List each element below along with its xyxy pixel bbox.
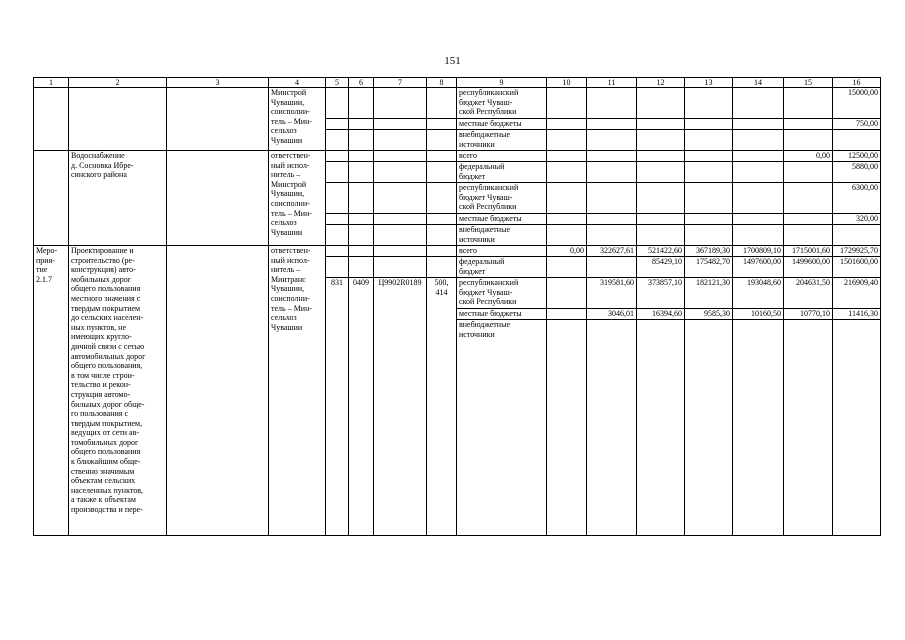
value-cell-c16: 15000,00: [833, 88, 881, 119]
value-cell-c13: [685, 162, 733, 183]
column-number: 11: [587, 78, 637, 88]
text-line: ный испол-: [271, 160, 310, 170]
value-cell-c16: 11416,30: [833, 309, 881, 320]
text-line: источники: [459, 329, 495, 339]
value-cell-c15: [784, 119, 833, 130]
text-line: Меро-: [36, 246, 58, 255]
code-cell-c8: [427, 183, 457, 214]
text-line: Проектирование и: [71, 246, 134, 255]
code-cell-c7: Ц9902R0189: [374, 278, 427, 536]
column-number: 7: [374, 78, 427, 88]
source-cell: [457, 309, 547, 320]
value-cell-c11: [587, 130, 637, 151]
source-cell: [457, 151, 547, 162]
value-cell-c13: [685, 183, 733, 214]
text-line: бюджет Чуваш-: [459, 192, 513, 202]
value-cell-c12: [637, 225, 685, 246]
header-row: [34, 78, 881, 88]
responsible-cell: [269, 246, 326, 536]
column-number: 4: [269, 78, 326, 88]
name-cell: [69, 88, 167, 151]
value-cell-c14: [733, 225, 784, 246]
text-line: внебюджетные: [459, 130, 510, 139]
source-cell: [457, 225, 547, 246]
code-cell-c6: [349, 162, 374, 183]
value-cell-c12: 521422,60: [637, 246, 685, 257]
value-cell-c15: [784, 183, 833, 214]
value-cell-c11: [587, 162, 637, 183]
text-line: республиканский: [459, 278, 519, 287]
code-cell-c7: [374, 151, 427, 162]
value-cell-c12: [637, 320, 685, 536]
value-cell-c12: [637, 119, 685, 130]
source-cell: [457, 119, 547, 130]
text-line: ской Республики: [459, 297, 517, 307]
text-line: твердым покрытием: [71, 303, 141, 313]
name-cell: [69, 246, 167, 536]
text-line: соисполни-: [271, 198, 310, 208]
text-line: ный испол-: [271, 255, 310, 265]
table-row: [34, 246, 881, 257]
value-cell-c11: [587, 151, 637, 162]
code-cell-c5: [326, 257, 349, 278]
text-line: источники: [459, 139, 495, 149]
text-line: тельство и рекон-: [71, 380, 131, 390]
text-line: внебюджетные: [459, 320, 510, 329]
value-cell-c10: [547, 88, 587, 119]
value-cell-c15: 1715001,60: [784, 246, 833, 257]
text-line: населенных пунктов,: [71, 485, 144, 495]
table-row: [34, 151, 881, 162]
value-cell-c10: [547, 183, 587, 214]
value-cell-c16: [833, 225, 881, 246]
value-cell-c14: 10160,50: [733, 309, 784, 320]
value-cell-c15: 1499600,00: [784, 257, 833, 278]
code-cell-c5: [326, 162, 349, 183]
value-cell-c14: [733, 183, 784, 214]
text-line: а также к объектам: [71, 495, 136, 505]
value-cell-c15: [784, 225, 833, 246]
code-cell-c6: [349, 119, 374, 130]
text-line: 414: [435, 287, 448, 297]
column-number: 8: [427, 78, 457, 88]
value-cell-c13: 175482,70: [685, 257, 733, 278]
text-line: бюджет: [459, 266, 486, 276]
value-cell-c16: 1501600,00: [833, 257, 881, 278]
value-cell-c11: 319581,60: [587, 278, 637, 309]
code-cell-c8: [427, 214, 457, 225]
source-cell: [457, 320, 547, 536]
source-cell: [457, 162, 547, 183]
code-cell-c8: [427, 278, 457, 536]
responsible-cell: [269, 151, 326, 246]
text-line: внебюджетные: [459, 225, 510, 234]
text-line: общего пользования,: [71, 361, 143, 371]
text-line: ской Республики: [459, 107, 517, 117]
column-number: 2: [69, 78, 167, 88]
value-cell-c13: [685, 214, 733, 225]
text-line: сельхоз: [271, 313, 297, 323]
value-cell-c12: [637, 183, 685, 214]
text-line: бильных дорог обще-: [71, 399, 145, 409]
text-line: Минстрой: [271, 179, 307, 189]
code-cell-c6: [349, 214, 374, 225]
value-cell-c14: [733, 88, 784, 119]
text-line: конструкция) авто-: [71, 265, 136, 275]
text-line: Минтранс: [271, 274, 306, 284]
code-cell-c7: [374, 119, 427, 130]
code-cell-c8: [427, 162, 457, 183]
text-line: Чувашии: [271, 135, 303, 145]
value-cell-c11: [587, 183, 637, 214]
text-line: нитель –: [271, 170, 301, 180]
value-cell-c14: [733, 320, 784, 536]
value-cell-c13: [685, 151, 733, 162]
source-cell: [457, 214, 547, 225]
table-row: [34, 88, 881, 119]
value-cell-c10: [547, 309, 587, 320]
text-line: Чувашии: [271, 227, 303, 237]
code-cell-c5: 831: [326, 278, 349, 536]
value-cell-c13: 9585,30: [685, 309, 733, 320]
code-cell-c6: [349, 130, 374, 151]
code-cell-c6: [349, 151, 374, 162]
measure-cell: [34, 88, 69, 151]
value-cell-c12: [637, 88, 685, 119]
value-cell-c13: [685, 225, 733, 246]
text-line: общего пользования: [71, 447, 141, 457]
column-number: 13: [685, 78, 733, 88]
budget-table: [33, 77, 881, 536]
code-cell-c6: [349, 225, 374, 246]
column-number: 12: [637, 78, 685, 88]
value-cell-c12: [637, 130, 685, 151]
text-line: бюджет Чуваш-: [459, 287, 513, 297]
value-cell-c13: 182121,30: [685, 278, 733, 309]
text-line: Чувашии,: [271, 284, 305, 294]
value-cell-c16: 6300,00: [833, 183, 881, 214]
code-cell-c8: [427, 88, 457, 119]
code-cell-c6: [349, 183, 374, 214]
column-number: 1: [34, 78, 69, 88]
value-cell-c12: [637, 214, 685, 225]
value-cell-c16: 5880,00: [833, 162, 881, 183]
value-cell-c11: 322627,61: [587, 246, 637, 257]
text-line: д. Сосновка Ибре-: [71, 160, 134, 170]
text-line: в том числе строи-: [71, 370, 135, 380]
value-cell-c10: [547, 119, 587, 130]
text-line: ответствен-: [271, 246, 311, 255]
text-line: Чувашии,: [271, 97, 305, 107]
value-cell-c10: [547, 257, 587, 278]
code-cell-c7: [374, 214, 427, 225]
measure-cell: [34, 151, 69, 246]
code-cell-c6: 0409: [349, 278, 374, 536]
text-line: местного значения с: [71, 293, 141, 303]
code-cell-c5: [326, 130, 349, 151]
value-cell-c14: 1700809,10: [733, 246, 784, 257]
text-line: нитель –: [271, 265, 301, 275]
text-line: местные бюджеты: [459, 119, 522, 128]
value-cell-c14: [733, 162, 784, 183]
text-line: ской Республики: [459, 202, 517, 212]
column-number: 5: [326, 78, 349, 88]
text-line: тель – Мин-: [271, 208, 313, 218]
text-line: соисполни-: [271, 107, 310, 117]
code-cell-c7: [374, 130, 427, 151]
text-line: республиканский: [459, 183, 519, 192]
text-line: тель – Мин-: [271, 303, 313, 313]
text-line: Чувашии,: [271, 189, 305, 199]
code-cell-c6: [349, 88, 374, 119]
value-cell-c16: [833, 320, 881, 536]
text-line: 2.1.7: [36, 274, 52, 284]
text-line: бюджет: [459, 171, 486, 181]
code-cell-c6: [349, 257, 374, 278]
value-cell-c12: 85429,10: [637, 257, 685, 278]
value-cell-c16: 12500,00: [833, 151, 881, 162]
text-line: Минстрой: [271, 88, 307, 97]
text-line: сельхоз: [271, 218, 297, 228]
value-cell-c10: [547, 162, 587, 183]
code-cell-c8: [427, 130, 457, 151]
responsible-cell: [269, 88, 326, 151]
text-line: федеральный: [459, 162, 505, 171]
value-cell-c10: [547, 214, 587, 225]
value-cell-c16: 1729925,70: [833, 246, 881, 257]
value-cell-c15: [784, 130, 833, 151]
value-cell-c10: [547, 225, 587, 246]
text-line: автомобильных дорог: [71, 351, 146, 361]
value-cell-c14: [733, 151, 784, 162]
text-line: твердым покрытием,: [71, 418, 143, 428]
code-cell-c8: [427, 246, 457, 257]
code-cell-c5: [326, 214, 349, 225]
program-cell: [167, 88, 269, 151]
code-cell-c8: [427, 151, 457, 162]
code-cell-c7: [374, 183, 427, 214]
value-cell-c13: 367189,30: [685, 246, 733, 257]
value-cell-c13: [685, 119, 733, 130]
column-number: 16: [833, 78, 881, 88]
column-number: 6: [349, 78, 374, 88]
text-line: всего: [459, 151, 478, 160]
text-line: строительство (ре-: [71, 255, 135, 265]
text-line: соисполни-: [271, 293, 310, 303]
text-line: ведущих от сети ав-: [71, 428, 140, 438]
code-cell-c7: [374, 246, 427, 257]
text-line: федеральный: [459, 257, 505, 266]
code-cell-c8: [427, 225, 457, 246]
value-cell-c14: [733, 214, 784, 225]
text-line: тие: [36, 265, 48, 275]
code-cell-c7: [374, 257, 427, 278]
column-number: 3: [167, 78, 269, 88]
column-number: 9: [457, 78, 547, 88]
value-cell-c16: 216909,40: [833, 278, 881, 309]
code-cell-c6: [349, 246, 374, 257]
value-cell-c11: [587, 214, 637, 225]
text-line: республиканский: [459, 88, 519, 97]
value-cell-c10: [547, 320, 587, 536]
program-cell: [167, 246, 269, 536]
value-cell-c13: [685, 130, 733, 151]
column-number: 14: [733, 78, 784, 88]
text-line: томобильных дорог: [71, 437, 139, 447]
text-line: общего пользования: [71, 284, 141, 294]
text-line: ных пунктов, не: [71, 322, 126, 332]
text-line: к ближайшим обще-: [71, 457, 141, 467]
source-cell: [457, 246, 547, 257]
text-line: сельхоз: [271, 126, 297, 136]
code-cell-c5: [326, 246, 349, 257]
text-line: мобильных дорог: [71, 274, 132, 284]
column-number: 15: [784, 78, 833, 88]
value-cell-c16: [833, 130, 881, 151]
value-cell-c16: 750,00: [833, 119, 881, 130]
value-cell-c16: 320,00: [833, 214, 881, 225]
text-line: местные бюджеты: [459, 309, 522, 318]
column-number: 10: [547, 78, 587, 88]
text-line: го пользования с: [71, 409, 129, 419]
page-number: 151: [444, 55, 461, 67]
source-cell: [457, 278, 547, 309]
source-cell: [457, 88, 547, 119]
value-cell-c15: 204631,50: [784, 278, 833, 309]
text-line: прия-: [36, 255, 55, 265]
value-cell-c15: 0,00: [784, 151, 833, 162]
value-cell-c10: [547, 278, 587, 309]
value-cell-c13: [685, 88, 733, 119]
text-line: 500,: [434, 278, 449, 287]
code-cell-c5: [326, 151, 349, 162]
value-cell-c11: [587, 88, 637, 119]
value-cell-c10: [547, 151, 587, 162]
text-line: Водоснабжение: [71, 151, 125, 160]
text-line: струкция автомо-: [71, 389, 131, 399]
code-cell-c7: [374, 88, 427, 119]
text-line: объектам сельских: [71, 476, 136, 486]
value-cell-c12: 373857,10: [637, 278, 685, 309]
text-line: синского района: [71, 170, 127, 180]
text-line: источники: [459, 234, 495, 244]
text-line: производства и пере-: [71, 505, 143, 515]
code-cell-c5: [326, 225, 349, 246]
text-line: Чувашии: [271, 322, 303, 332]
source-cell: [457, 257, 547, 278]
value-cell-c11: [587, 257, 637, 278]
text-line: местные бюджеты: [459, 214, 522, 223]
value-cell-c11: [587, 320, 637, 536]
code-cell-c8: [427, 119, 457, 130]
value-cell-c14: 193048,60: [733, 278, 784, 309]
value-cell-c15: 10770,10: [784, 309, 833, 320]
measure-cell: [34, 246, 69, 536]
text-line: тель – Мин-: [271, 116, 313, 126]
value-cell-c14: [733, 130, 784, 151]
text-line: до сельских населен-: [71, 313, 144, 323]
value-cell-c12: [637, 162, 685, 183]
code-cell-c5: [326, 88, 349, 119]
source-cell: [457, 183, 547, 214]
text-line: ственно значимым: [71, 466, 135, 476]
value-cell-c15: [784, 162, 833, 183]
value-cell-c11: [587, 225, 637, 246]
value-cell-c10: 0,00: [547, 246, 587, 257]
value-cell-c13: [685, 320, 733, 536]
value-cell-c11: [587, 119, 637, 130]
text-line: ответствен-: [271, 151, 311, 160]
code-cell-c7: [374, 162, 427, 183]
value-cell-c15: [784, 320, 833, 536]
text-line: бюджет Чуваш-: [459, 97, 513, 107]
value-cell-c14: 1497600,00: [733, 257, 784, 278]
value-cell-c12: 16394,60: [637, 309, 685, 320]
value-cell-c15: [784, 88, 833, 119]
source-cell: [457, 130, 547, 151]
value-cell-c15: [784, 214, 833, 225]
program-cell: [167, 151, 269, 246]
value-cell-c14: [733, 119, 784, 130]
code-cell-c5: [326, 119, 349, 130]
name-cell: [69, 151, 167, 246]
code-cell-c5: [326, 183, 349, 214]
value-cell-c12: [637, 151, 685, 162]
code-cell-c8: [427, 257, 457, 278]
text-line: всего: [459, 246, 478, 255]
text-line: имеющих кругло-: [71, 332, 132, 342]
text-line: дичной связи с сетью: [71, 341, 145, 351]
value-cell-c10: [547, 130, 587, 151]
code-cell-c7: [374, 225, 427, 246]
value-cell-c11: 3046,01: [587, 309, 637, 320]
